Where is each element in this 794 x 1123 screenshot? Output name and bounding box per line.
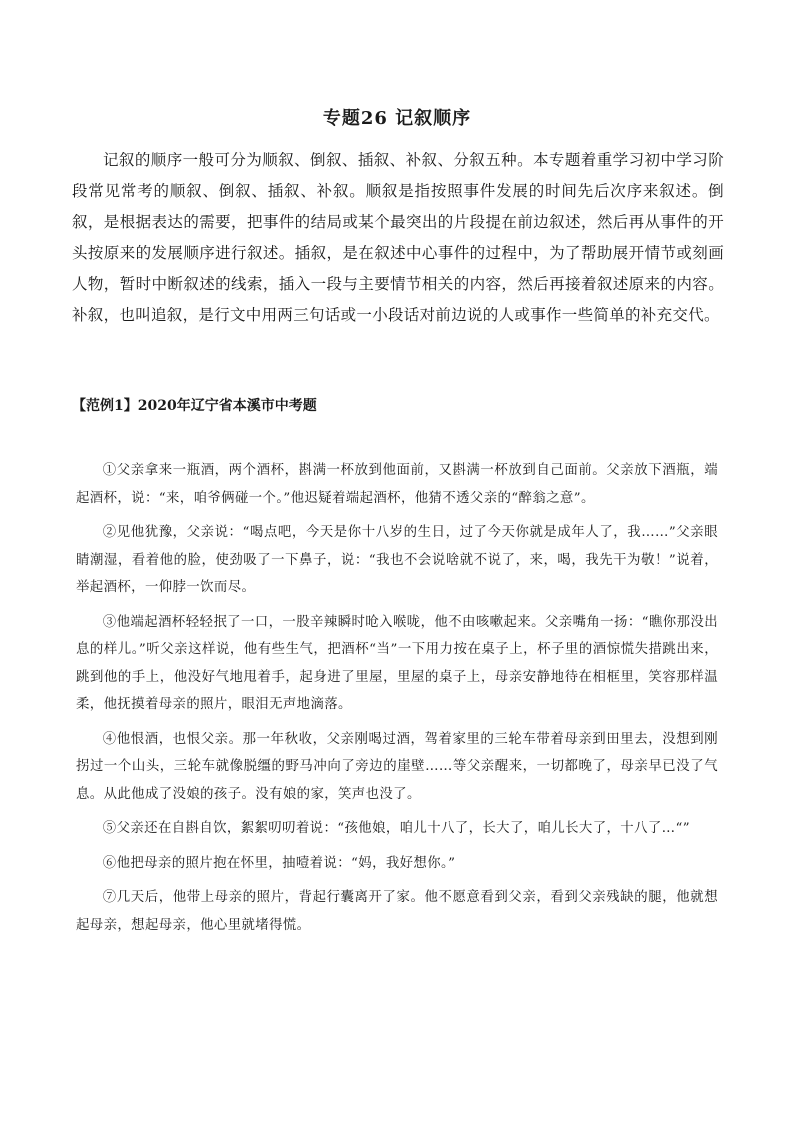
page-title: 专题26 记叙顺序: [322, 108, 472, 129]
passage-paragraph-7: ⑦几天后，他带上母亲的照片，背起行囊离开了家。他不愿意看到父亲，看到父亲残缺的腿，他就想起母亲，想起母亲，他心里就堵得慌。: [76, 890, 718, 933]
passage-paragraph-6: ⑥他把母亲的照片抱在怀里，抽噎着说：“妈，我好想你。”: [102, 855, 456, 871]
passage-paragraph-4: ④他恨酒，也恨父亲。那一年秋收，父亲刚喝过酒，驾着家里的三轮车带着母亲到田里去，没想到刚拐过一个山头，三轮车就像脱缰的野马冲向了旁边的崖壁……等父亲醒来，一切都晚了，母亲早已没了气息。从此他成了没娘的孩子。没有娘的家，笑声也没了。: [76, 731, 718, 802]
passage-paragraph-2: ②见他犹豫，父亲说：“喝点吧，今天是你十八岁的生日，过了今天你就是成年人了，我……”父亲眼睛潮湿，看着他的脸，使劲吸了一下鼻子，说：“我也不会说啥就不说了，来，喝，我先干为敬！”说着，举起酒杯，一仰脖一饮而尽。: [76, 525, 718, 595]
passage-paragraph-1: ①父亲拿来一瓶酒，两个酒杯，斟满一杯放到他面前，又斟满一杯放到自己面前。父亲放下酒瓶，端起酒杯，说：“来，咱爷俩碰一个。”他迟疑着端起酒杯，他猜不透父亲的“醉翁之意”。: [76, 463, 718, 506]
passage-paragraph-5: ⑤父亲还在自斟自饮，絮絮叨叨着说：“孩他娘，咱儿十八了，长大了，咱儿长大了，十八了…“”: [102, 821, 690, 836]
intro-paragraph: 记叙的顺序一般可分为顺叙、倒叙、插叙、补叙、分叙五种。本专题着重学习初中学习阶段常见常考的顺叙、倒叙、插叙、补叙。顺叙是指按照事件发展的时间先后次序来叙述。倒叙，是根据表达的需要，把事件的结局或某个最突出的片段提在前边叙述，然后再从事件的开头按原来的发展顺序进行叙述。插叙，是在叙述中心事件的过程中，为了帮助展开情节或刻画人物，暂时中断叙述的线索，插入一段与主要情节相关的内容，然后再接着叙述原来的内容。补叙，也叫追叙，是行文中用两三句话或一小段话对前边说的人或事作一些简单的补充交代。: [72, 151, 724, 324]
example-heading: 【范例1】2020年辽宁省本溪市中考题: [72, 398, 317, 414]
reading-passage: [76, 457, 718, 946]
passage-paragraph-3: ③他端起酒杯轻轻抿了一口，一股辛辣瞬时呛入喉咙，他不由咳嗽起来。父亲嘴角一扬：“瞧你那没出息的样儿。”听父亲这样说，他有些生气，把酒杯“当”一下用力按在桌子上，杯子里的酒惊慌失措跳出来，跳到他的手上，他没好气地甩着手，起身进了里屋，里屋的桌子上，母亲安静地待在相框里，笑容那样温柔，他抚摸着母亲的照片，眼泪无声地滴落。: [76, 614, 718, 712]
